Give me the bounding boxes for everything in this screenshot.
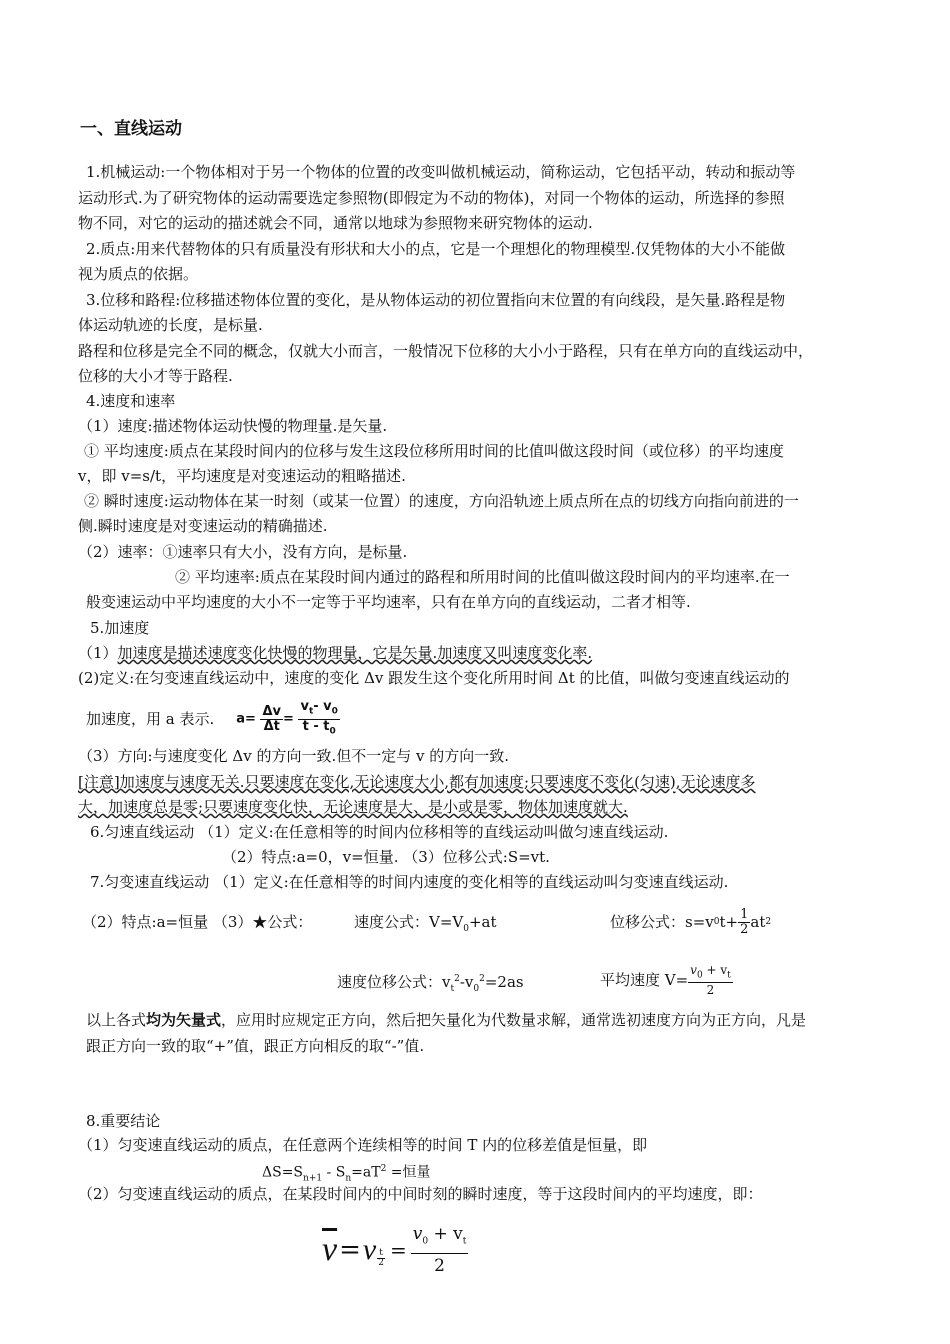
- delta-s-sub-n: n: [345, 1173, 352, 1184]
- accel-formula: [236, 700, 340, 738]
- average-speed-formula: [600, 960, 733, 1000]
- avg-num-subt: t: [727, 970, 731, 981]
- para-8-2: （2）匀变速直线运动的质点，在某段时间内的中间时刻的瞬时速度，等于这段时间内的平均速度，即：: [78, 1185, 763, 1203]
- para-5-2b: [86, 700, 340, 738]
- section-title: 一、直线运动: [80, 119, 182, 139]
- avg-num-sub0: 0: [696, 970, 703, 981]
- mid-v: v: [362, 1233, 377, 1267]
- mid-sub-den: 2: [378, 1257, 384, 1268]
- accel-num-2: [298, 700, 339, 720]
- vector-note-a: [86, 1010, 806, 1030]
- accel-num-1: Δv: [262, 703, 282, 719]
- disp-formula-sub: 0: [713, 917, 720, 927]
- avg-formula-text: 平均速度 V=: [600, 971, 689, 989]
- delta-s-b: - S: [322, 1164, 346, 1181]
- para-2b: 视为质点的依据。: [78, 265, 199, 283]
- speed-disp-formula: [337, 969, 524, 999]
- para-5-1-definition: 加速度是描述速度变化快慢的物理量，它是矢量.加速度又叫速度变化率.: [117, 644, 593, 662]
- note-a: [注意]加速度与速度无关.只要速度在变化,无论速度大小,都有加速度;只要速度不变化(匀速),无论速度多: [78, 773, 756, 791]
- note-b: 大，加速度总是零;只要速度变化快，无论速度是大、是小或是零，物体加速度就大.: [78, 798, 628, 816]
- mid-num-sub0: 0: [422, 1236, 429, 1247]
- para-4-1d: 侧.瞬时速度是对变速运动的精确描述.: [78, 517, 328, 535]
- para-3b: 体运动轨迹的长度，是标量.: [78, 316, 263, 334]
- para-7a: 7.匀变速直线运动 （1）定义:在任意相等的时间内速度的变化相等的直线运动叫匀变速直线运动.: [90, 873, 729, 891]
- mid-frac: [411, 1222, 469, 1278]
- avg-num: [688, 963, 733, 983]
- mid-num-v0: v: [412, 1224, 423, 1244]
- accel-frac-2: [298, 700, 339, 738]
- delta-s-sup: 2: [380, 1164, 387, 1174]
- delta-s-c: =aT: [351, 1164, 381, 1181]
- mid-num: [411, 1222, 469, 1254]
- para-5-3: （3）方向:与速度变化 Δv 的方向一致.但不一定与 v 的方向一致.: [78, 747, 509, 765]
- disp-formula-sup: 2: [765, 917, 772, 927]
- vector-note-b: 跟正方向一致的取“+”值，跟正方向相反的取“-”值.: [86, 1037, 425, 1055]
- para-4-1c: ② 瞬时速度:运动物体在某一时刻（或某一位置）的速度，方向沿轨迹上质点所在点的切线方向指向前进的一: [84, 492, 799, 510]
- delta-s-d: =恒量: [386, 1164, 431, 1181]
- avg-den: 2: [706, 983, 715, 998]
- para-3c: 路程和位移是完全不同的概念，仅就大小而言，一般情况下位移的大小小于路程，只有在单方向的直线运动中，: [78, 342, 814, 360]
- mid-num-mid: + v: [428, 1224, 463, 1244]
- half-den: 2: [740, 921, 749, 937]
- para-4-1b: v，即 v=s/t，平均速度是对变速运动的粗略描述.: [78, 467, 406, 485]
- accel-num-2-sub2: 0: [331, 706, 338, 717]
- para-1b: 运动形式.为了研究物体的运动需要选定参照物(即假定为不动的物体)，对同一个物体的运动，所选择的参照: [78, 189, 785, 207]
- para-5-2: (2)定义:在匀变速直线运动中，速度的变化 Δv 跟发生这个变化所用时间 Δt 的比值，叫做匀变速直线运动的: [78, 669, 790, 687]
- para-5-1-prefix: （1）: [78, 644, 118, 662]
- sv-sup-2: 2: [479, 974, 485, 984]
- mid-sub-num: t: [379, 1247, 383, 1258]
- para-4-2a: ② 平均速率:质点在某段时间内通过的路程和所用时间的比值叫做这段时间内的平均速率.在一: [175, 568, 790, 586]
- para-8-1: （1）匀变速直线运动的质点，在任意两个连续相等的时间 T 内的位移差值是恒量，即: [78, 1136, 648, 1154]
- delta-s-sub-n1: n+1: [303, 1173, 323, 1184]
- avg-frac: [688, 963, 733, 997]
- accel-num-2-sub: t: [308, 706, 314, 717]
- accel-den-2-t: t - t: [302, 718, 330, 734]
- speed-formula-text: 速度公式：V=V: [354, 913, 464, 931]
- displacement-formula: [610, 902, 771, 942]
- para-5-2b-text: 加速度，用 a 表示.: [86, 710, 215, 729]
- accel-num-2-v: v: [300, 699, 309, 714]
- para-3a: 3.位移和路程:位移描述物体位置的变化，是从物体运动的初位置指向末位置的有向线段，是矢量.路程是物: [86, 291, 786, 309]
- para-1c: 物不同，对它的运动的描述就会不同，通常以地球为参照物来研究物体的运动.: [78, 214, 593, 232]
- vector-note-bold: 均为矢量式: [146, 1011, 222, 1029]
- para-4-2b: 般变速运动中平均速度的大小不一定等于平均速率，只有在单方向的直线运动，二者才相等.: [86, 593, 691, 611]
- avg-num-v0: v: [690, 962, 697, 977]
- accel-frac-1: [260, 705, 283, 734]
- accel-lhs: a: [236, 711, 246, 727]
- sv-sup-1: 2: [454, 974, 460, 984]
- para-3d: 位移的大小才等于路程.: [78, 367, 233, 385]
- para-1a: 1.机械运动:一个物体相对于另一个物体的位置的改变叫做机械运动，简称运动，它包括平动，转动和振动等: [86, 163, 796, 181]
- vector-note-post: ，应用时应规定正方向，然后把矢量化为代数量求解，通常选初速度方向为正方向，凡是: [221, 1011, 807, 1029]
- accel-den-1: Δt: [263, 718, 280, 734]
- accel-eq-2: =: [283, 711, 294, 727]
- sv-formula-mid: -v: [459, 973, 474, 991]
- para-2a: 2.质点:用来代替物体的只有质量没有形状和大小的点，它是一个理想化的物理模型.仅凭物体的大小不能做: [86, 240, 786, 258]
- accel-num-2-b: - v: [313, 699, 332, 714]
- sv-sub-0: 0: [473, 984, 480, 994]
- mid-lhs-vbar: $\overline{v}$: [322, 1231, 338, 1269]
- mid-eq: =: [339, 1235, 361, 1266]
- para-4: 4.速度和速率: [86, 392, 176, 410]
- mid-time-velocity-formula: [322, 1222, 468, 1278]
- para-4-2: （2）速率：①速率只有大小，没有方向，是标量.: [78, 543, 408, 561]
- half-num: 1: [740, 906, 749, 922]
- para-6b: （2）特点:a=0，v=恒量. （3）位移公式:S=vt.: [222, 848, 550, 866]
- para-6a: 6.匀速直线运动 （1）定义:在任意相等的时间内位移相等的直线运动叫做匀速直线运动.: [90, 823, 669, 841]
- para-4-1a: ① 平均速度:质点在某段时间内的位移与发生这段位移所用时间的比值叫做这段时间（或位移）的平均速度: [84, 442, 784, 460]
- mid-num-subt: t: [462, 1236, 467, 1247]
- disp-formula-mid: t+: [719, 913, 739, 931]
- vector-note-pre: 以上各式: [86, 1011, 147, 1029]
- accel-den-2-sub: 0: [329, 726, 336, 737]
- mid-sub-frac: [376, 1249, 386, 1268]
- para-4-1: （1）速度:描述物体运动快慢的物理量.是矢量.: [78, 417, 388, 435]
- mid-den: 2: [434, 1256, 445, 1277]
- para-5: 5.加速度: [90, 619, 150, 637]
- delta-s-a: ΔS=S: [262, 1164, 304, 1181]
- disp-formula-tail: at: [750, 913, 766, 931]
- para-5-1: [78, 643, 592, 663]
- disp-formula-text: 位移公式：s=v: [610, 913, 714, 931]
- speed-formula: [354, 912, 497, 939]
- half-frac: [738, 908, 750, 937]
- speed-formula-tail: +at: [468, 913, 497, 931]
- para-7b: （2）特点:a=恒量 （3）★公式：: [82, 913, 313, 931]
- sv-formula-tail: =2as: [484, 973, 524, 991]
- sv-sub-t: t: [450, 984, 455, 994]
- mid-eq-2: =: [389, 1238, 407, 1263]
- sv-formula-text: 速度位移公式：v: [337, 973, 451, 991]
- speed-formula-sub: 0: [463, 924, 469, 934]
- para-8: 8.重要结论: [86, 1112, 161, 1130]
- avg-num-mid: + v: [702, 962, 728, 977]
- accel-eq: =: [245, 711, 256, 727]
- accel-den-2: [301, 720, 338, 739]
